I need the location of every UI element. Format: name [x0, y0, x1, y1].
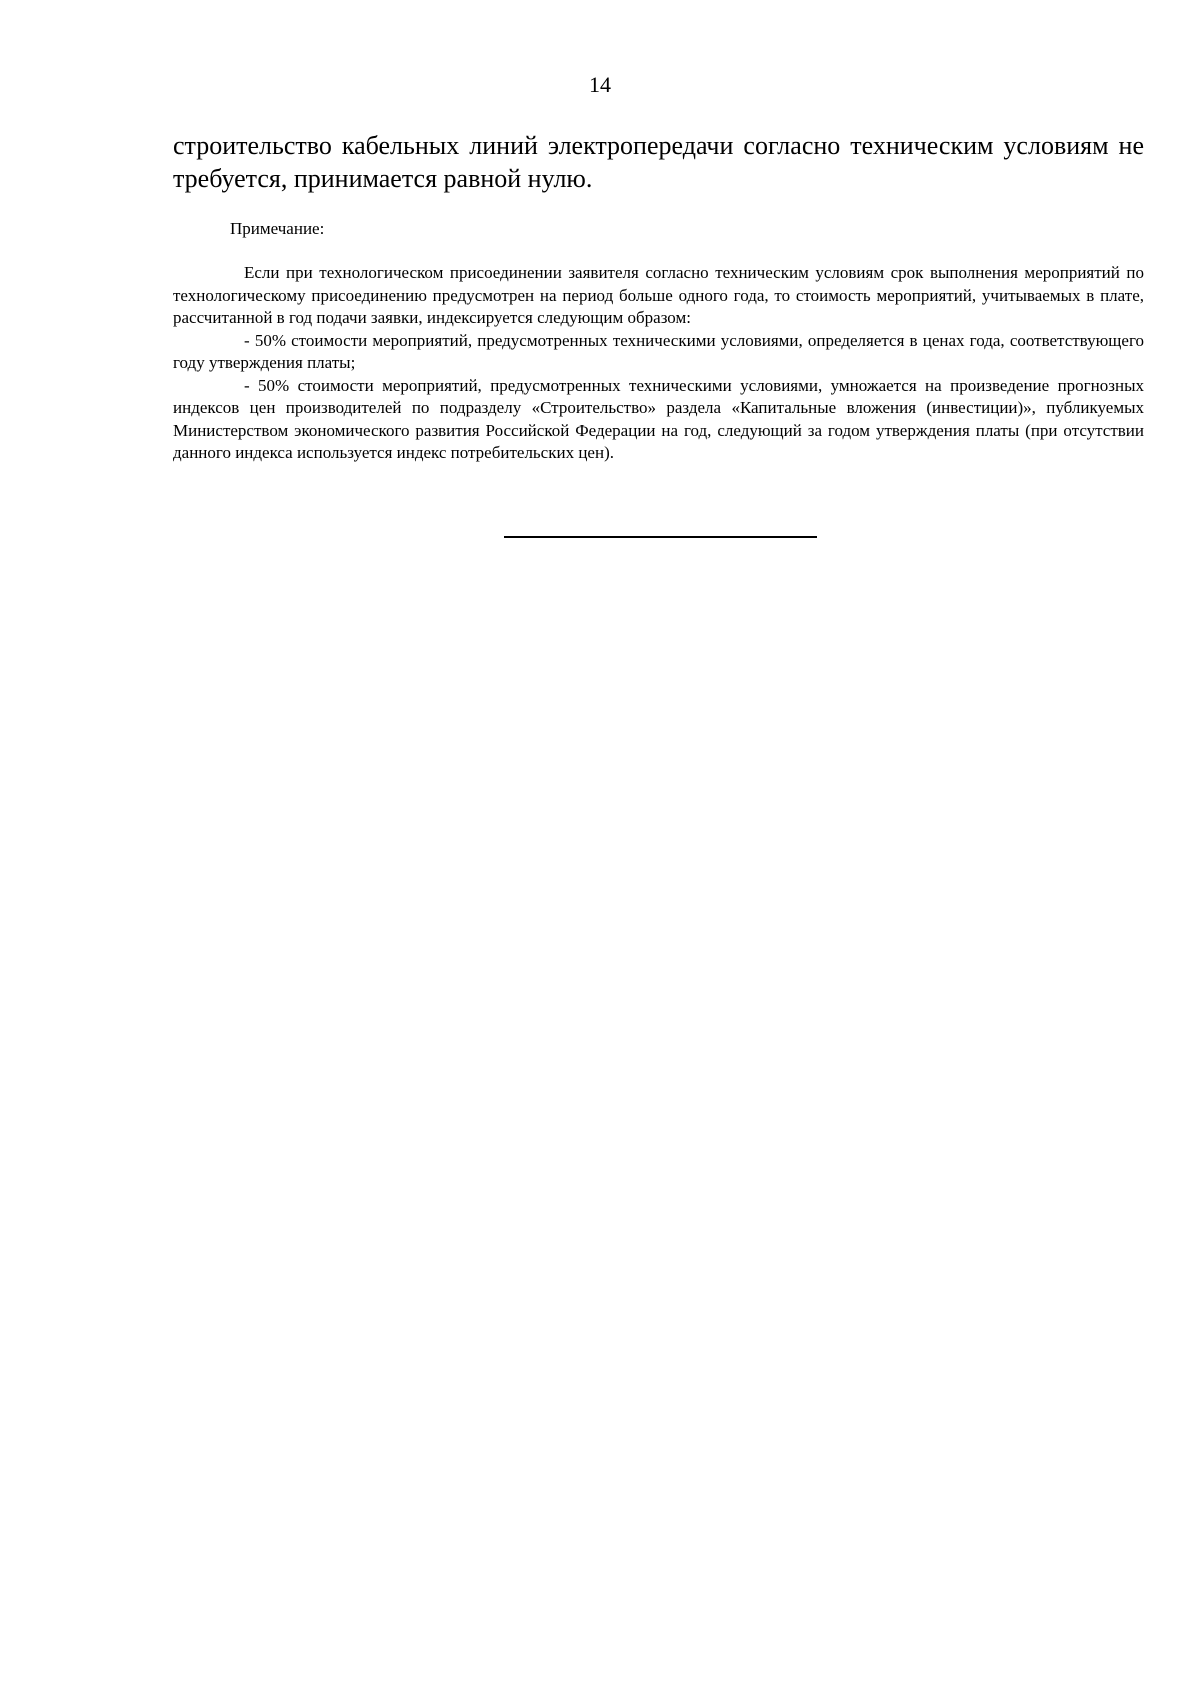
- note-title: Примечание:: [230, 219, 325, 238]
- note-paragraph-2: - 50% стоимости мероприятий, предусмотренных техническими условиями, определяется в ценах года, соответствующего году утверждения платы;: [173, 330, 1144, 372]
- page-content: [173, 129, 1144, 465]
- end-separator-line: [504, 536, 817, 538]
- page-number: 14: [589, 72, 611, 97]
- note-paragraph-3: - 50% стоимости мероприятий, предусмотренных техническими условиями, умножается на произведение прогнозных индексов цен производителей по подразделу «Строительство» раздела «Капитальные вложения (инвестиции)», публикуемых Министерством экономического развития Российской Федерации на год, следующий за годом утверждения платы (при отсутствии данного индекса используется индекс потребительских цен).: [173, 375, 1144, 462]
- note-paragraph-1: Если при технологическом присоединении заявителя согласно техническим условиям срок выполнения мероприятий по технологическому присоединению предусмотрен на период больше одного года, то стоимость мероприятий, учитываемых в плате, рассчитанной в год подачи заявки, индексируется следующим образом:: [173, 263, 1144, 327]
- lead-paragraph: строительство кабельных линий электропередачи согласно техническим условиям не требуется, принимается равной нулю.: [173, 131, 1144, 193]
